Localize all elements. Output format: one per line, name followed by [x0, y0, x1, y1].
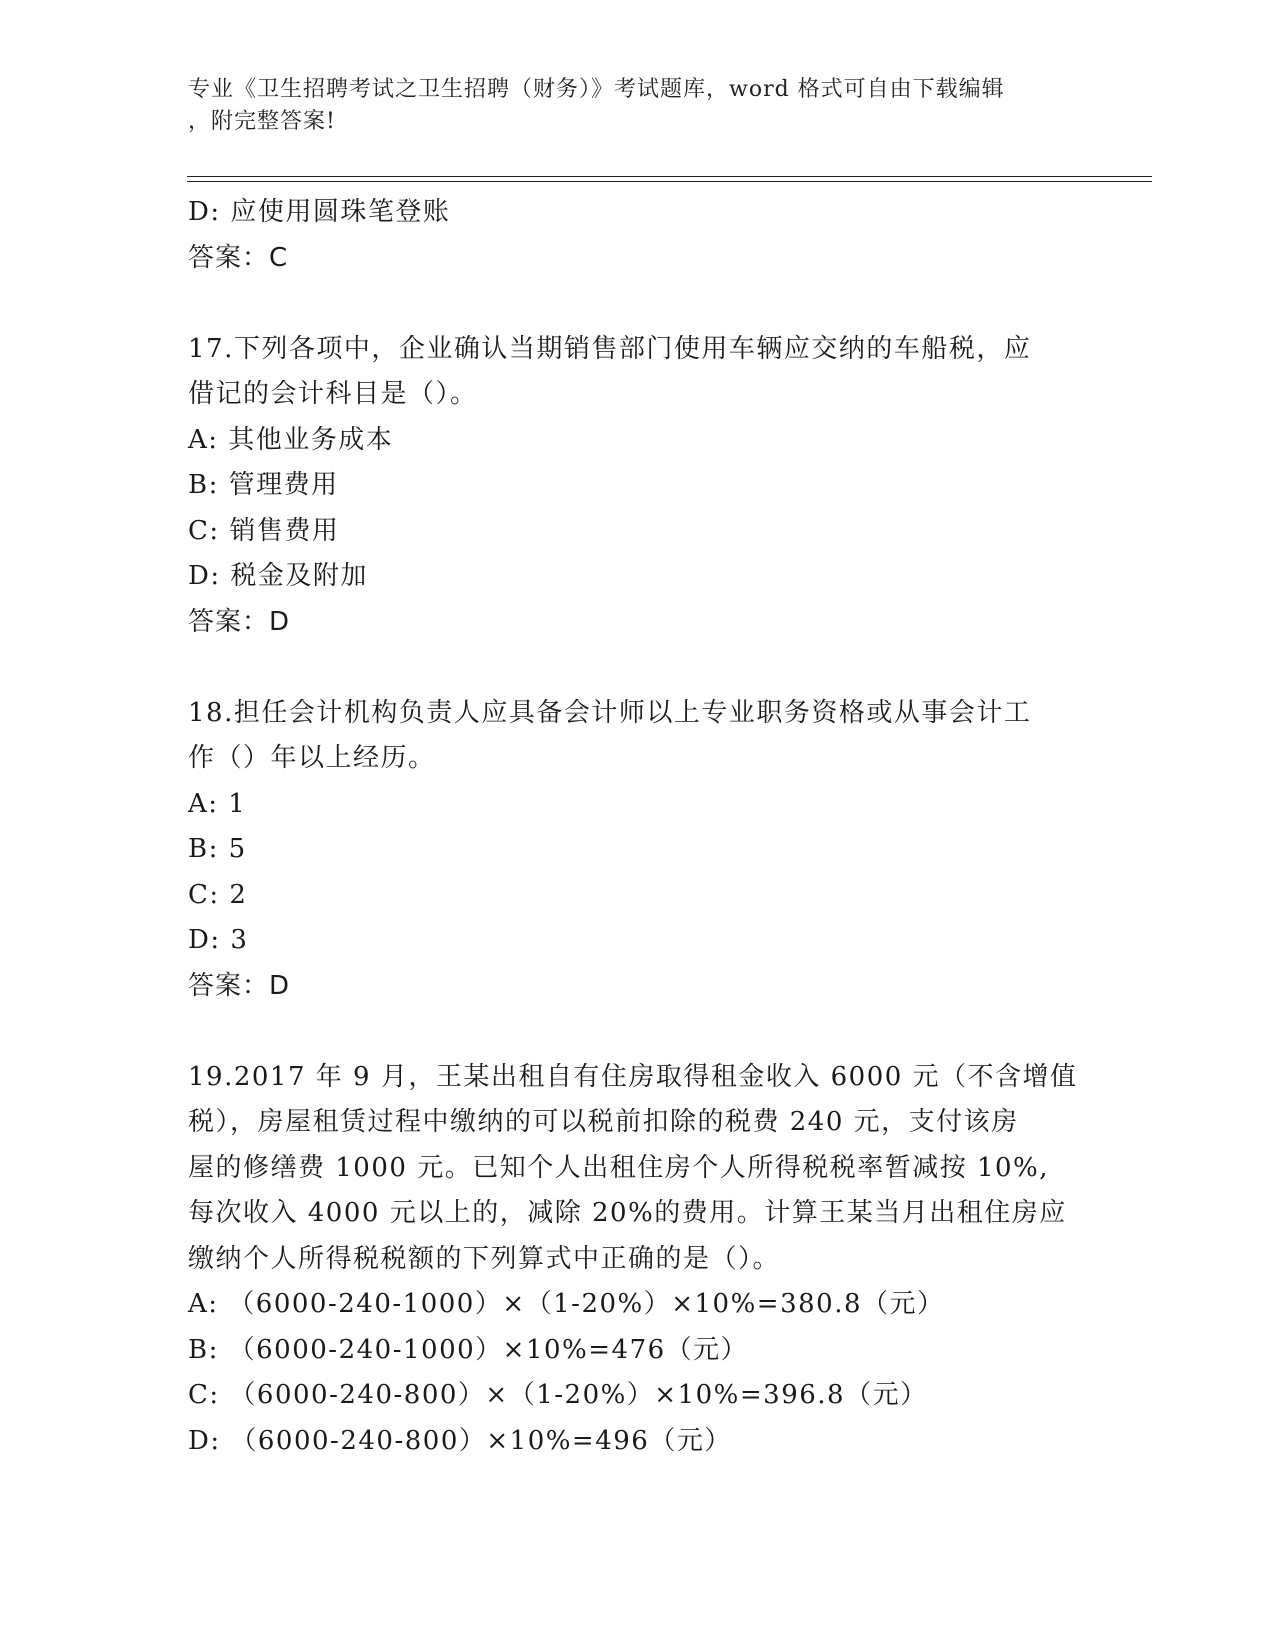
question-list: [188, 190, 1088, 1464]
header-rule-bottom: [187, 181, 1152, 182]
option-c: C: （6000-240-800）×（1-20%）×10%=396.8（元）: [188, 1380, 928, 1410]
question-16-tail: [188, 190, 1088, 281]
header-line-1: 专业《卫生招聘考试之卫生招聘（财务）》考试题库，word 格式可自由下载编辑: [188, 77, 1005, 102]
option-b: B: 5: [188, 834, 247, 864]
question-text-line: 屋的修缮费 1000 元。已知个人出租住房个人所得税税率暂减按 10%,: [188, 1152, 1050, 1183]
spacer: [188, 645, 1088, 691]
header-rule-top: [187, 176, 1152, 177]
answer: 答案：D: [188, 606, 291, 637]
option-a: A: 其他业务成本: [188, 424, 394, 455]
option-c: C: 2: [188, 879, 248, 910]
option-c: C: 销售费用: [188, 515, 340, 546]
question-17: [188, 327, 1088, 646]
option-d: D: 3: [188, 925, 249, 955]
question-text-line: 缴纳个人所得税税额的下列算式中正确的是（）。: [188, 1243, 781, 1274]
answer: 答案：D: [188, 970, 291, 1001]
answer: 答案：C: [188, 242, 289, 273]
question-text-line: 17.下列各项中，企业确认当期销售部门使用车辆应交纳的车船税，应: [188, 333, 1032, 364]
spacer: [188, 1009, 1088, 1055]
option-a: A: 1: [188, 788, 247, 819]
option-b: B: （6000-240-1000）×10%=476（元）: [188, 1334, 749, 1365]
question-text-line: 作（）年以上经历。: [188, 743, 436, 773]
question-text-line: 19.2017 年 9 月，王某出租自有住房取得租金收入 6000 元（不含增值: [188, 1061, 1078, 1092]
question-text-line: 每次收入 4000 元以上的，减除 20%的费用。计算王某当月出租住房应: [188, 1198, 1067, 1228]
question-19: [188, 1055, 1088, 1465]
option-d: D: 税金及附加: [188, 561, 368, 591]
spacer: [188, 281, 1088, 327]
document-header: [188, 74, 1068, 138]
option-d: D: （6000-240-800）×10%=496（元）: [188, 1425, 732, 1456]
question-text-line: 18.担任会计机构负责人应具备会计师以上专业职务资格或从事会计工: [188, 697, 1032, 728]
question-text-line: 税），房屋租赁过程中缴纳的可以税前扣除的税费 240 元，支付该房: [188, 1107, 1019, 1137]
header-line-2: ，附完整答案!: [188, 109, 336, 134]
question-text-line: 借记的会计科目是（）。: [188, 379, 478, 409]
option-a: A: （6000-240-1000）×（1-20%）×10%=380.8（元）: [188, 1289, 945, 1319]
option-b: B: 管理费用: [188, 470, 339, 500]
option-d: D: 应使用圆珠笔登账: [188, 197, 451, 227]
question-18: [188, 691, 1088, 1010]
